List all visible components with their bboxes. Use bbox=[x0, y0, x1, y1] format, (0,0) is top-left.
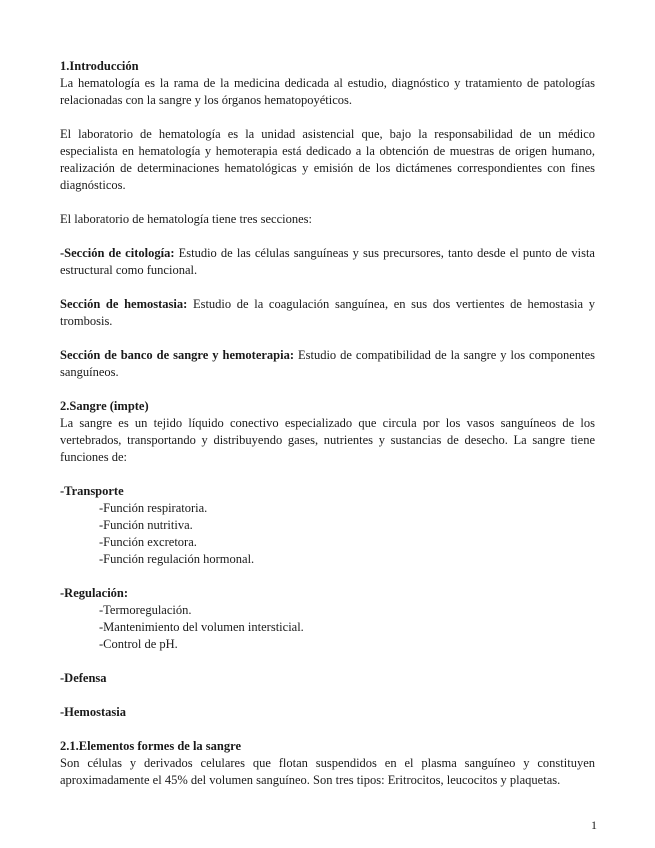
list-item-transporte: -Función respiratoria. bbox=[99, 501, 208, 515]
heading-elementos-formes: 2.1.Elementos formes de la sangre bbox=[60, 739, 241, 753]
list-item-regulacion: -Mantenimiento del volumen intersticial. bbox=[99, 620, 304, 634]
label-seccion-banco-sangre: Sección de banco de sangre y hemoterapia: bbox=[60, 348, 295, 362]
paragraph-seccion-hemostasia bbox=[60, 296, 595, 330]
page-number: 1 bbox=[591, 818, 597, 832]
paragraph-sangre-definicion: La sangre es un tejido líquido conectivo especializado que circula por los vasos sanguíneos de los vertebrados, transportando y distribuyendo gases, nutrientes y sustancias de desecho. La sangre tiene funciones de: bbox=[60, 416, 595, 464]
paragraph-seccion-citologia bbox=[60, 245, 595, 279]
list-item-transporte: -Función regulación hormonal. bbox=[99, 552, 255, 566]
heading-sangre: 2.Sangre (impte) bbox=[60, 399, 149, 413]
label-seccion-citologia: -Sección de citología: bbox=[60, 246, 175, 260]
label-seccion-hemostasia: Sección de hemostasia: bbox=[60, 297, 188, 311]
label-regulacion: -Regulación: bbox=[60, 586, 129, 600]
text-seccion-citologia: Estudio de las células sanguíneas y sus precursores, tanto desde el punto de vista estructural como funcional. bbox=[60, 246, 595, 277]
list-item-transporte: -Función excretora. bbox=[99, 535, 197, 549]
label-hemostasia: -Hemostasia bbox=[60, 705, 126, 719]
document-page bbox=[60, 58, 595, 789]
paragraph-tres-secciones: El laboratorio de hematología tiene tres secciones: bbox=[60, 212, 312, 226]
paragraph-laboratorio-hematologia: El laboratorio de hematología es la unidad asistencial que, bajo la responsabilidad de un médico especialista en hematología y hemoterapia está dedicado a la obtención de muestras de origen humano, realización de determinaciones hematológicas y emisión de los dictámenes correspondientes con fines diagnósticos. bbox=[60, 127, 595, 192]
heading-introduccion: 1.Introducción bbox=[60, 59, 139, 73]
label-transporte: -Transporte bbox=[60, 484, 124, 498]
paragraph-seccion-banco-sangre bbox=[60, 347, 595, 381]
paragraph-hematologia-definicion: La hematología es la rama de la medicina dedicada al estudio, diagnóstico y tratamiento de patologías relacionadas con la sangre y los órganos hematopoyéticos. bbox=[60, 76, 595, 107]
list-item-regulacion: -Termoregulación. bbox=[99, 603, 192, 617]
label-defensa: -Defensa bbox=[60, 671, 107, 685]
text-seccion-banco-sangre: Estudio de compatibilidad de la sangre y los componentes sanguíneos. bbox=[60, 348, 595, 379]
paragraph-elementos-formes: Son células y derivados celulares que flotan suspendidos en el plasma sanguíneo y constituyen aproximadamente el 45% del volumen sanguíneo. Son tres tipos: Eritrocitos, leucocitos y plaquetas. bbox=[60, 756, 595, 787]
list-item-transporte: -Función nutritiva. bbox=[99, 518, 193, 532]
list-item-regulacion: -Control de pH. bbox=[99, 637, 178, 651]
text-seccion-hemostasia: Estudio de la coagulación sanguínea, en sus dos vertientes de hemostasia y trombosis. bbox=[60, 297, 595, 328]
